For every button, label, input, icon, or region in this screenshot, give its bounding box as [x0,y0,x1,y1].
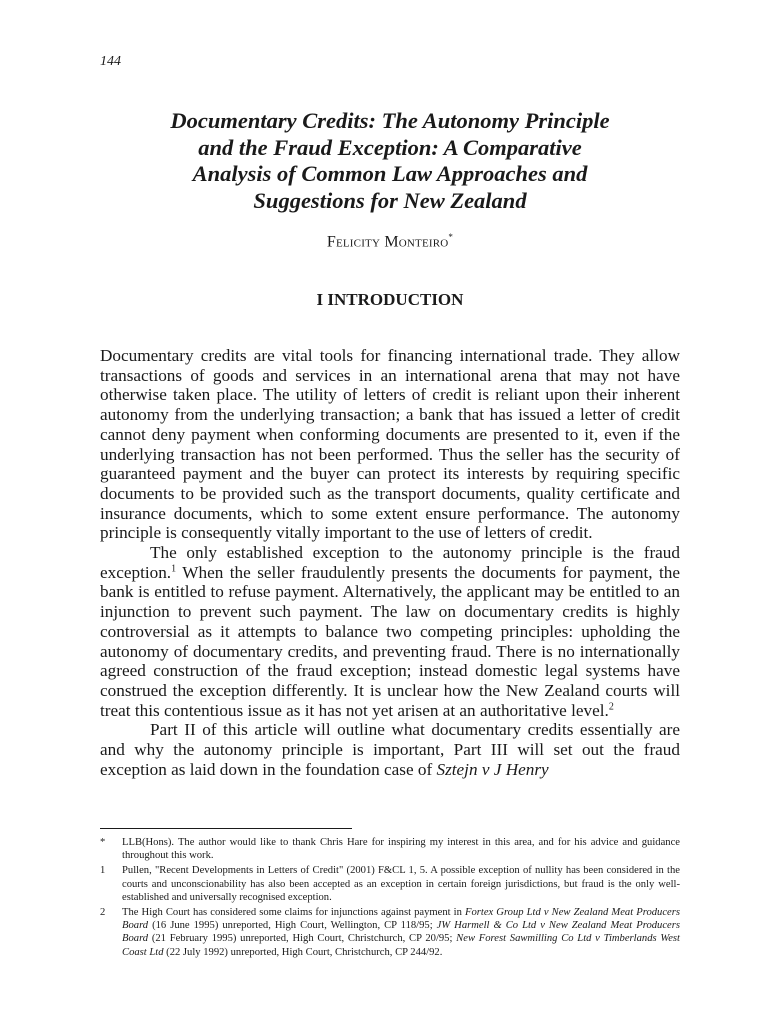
footnote-marker: 1 [100,865,106,877]
footnote-text: LLB(Hons). The author would like to thank Chris Hare for inspiring my interest in this area, and for his advice and guidance throughout this work. [122,837,680,862]
title-line: and the Fraud Exception: A Comparative [198,134,582,160]
title-line: Analysis of Common Law Approaches and [192,161,588,186]
footnote-text [122,906,680,959]
title-line: Documentary Credits: The Autonomy Principle [170,108,610,133]
case-name: Fortex Group Ltd v New Zealand Meat Producers Board [122,907,680,932]
case-name: JW Harmell & Co Ltd v New Zealand Meat Producers Board [122,920,680,945]
paragraph [100,720,680,779]
author-byline [100,232,680,251]
title-line: Suggestions for New Zealand [253,187,527,213]
page-number: 144 [100,54,121,69]
footnote-divider [100,828,352,829]
paragraph-text: When the seller fraudulently presents the documents for payment, the bank is entitled to refuse payment. Alternatively, the applicant may be entitled to an injunction to prevent such payment. The law on documentary credits is highly controversial as it attempts to balance two competing principles: upholding the autonomy of documentary credits, and preventing fraud. There is no internationally agreed construction of the fraud exception; instead domestic legal systems have construed the exception differently. It is unclear how the New Zealand courts will treat this contentious issue as it has not yet arisen at an authoritative level. [100,562,680,720]
footnote-text-run: The High Court has considered some claims for injunctions against payment in [122,907,465,919]
paragraph [100,543,680,720]
footnote [100,906,680,959]
footnotes [100,836,680,961]
case-name: New Forest Sawmilling Co Ltd v Timberlands West Coast Ltd [122,933,680,958]
article-title [100,108,680,214]
case-name: Sztejn v J Henry [436,759,549,779]
footnote-text-run: (22 July 1992) unreported, High Court, Christchurch, CP 244/92. [163,946,443,958]
footnote-ref: 1 [171,563,177,574]
section-heading: I INTRODUCTION [316,290,464,309]
footnote-marker: * [100,837,106,848]
footnote [100,836,680,862]
footnote [100,864,680,904]
author-name: Felicity Monteiro [326,233,449,251]
paragraph: Documentary credits are vital tools for financing international trade. They allow transactions of goods and services in an international arena that may not have otherwise taken place. The utility of letters of credit is reliant upon their inherent autonomy from the underlying transaction; a bank that has issued a letter of credit cannot deny payment when conforming documents are presented to it, even if the underlying transaction has not been performed. Thus the seller has the security of guaranteed payment and the buyer can protect its interests by requiring specific documents to be provided such as the transport documents, quality certificate and insurance documents, which to some extent ensure performance. The autonomy principle is consequently vitally important to the use of letters of credit. [100,346,680,543]
paragraph-text: The only established exception to the autonomy principle is the fraud exception. [100,543,680,582]
footnote-text-run: (16 June 1995) unreported, High Court, Wellington, CP 118/95; [148,920,437,932]
footnote-ref: 2 [608,700,614,712]
paragraph-text: Part II of this article will outline what documentary credits essentially are and why the autonomy principle is important, Part III will set out the fraud exception as laid down in the foundation case of [100,720,680,779]
footnote-marker: 2 [100,907,106,919]
article-body [100,346,680,779]
footnote-text-run: (21 February 1995) unreported, High Court, Christchurch, CP 20/95; [148,933,457,945]
footnote-text: Pullen, "Recent Developments in Letters of Credit" (2001) F&CL 1, 5. A possible exception of nullity has been considered in the courts and unconscionability has also been accepted as an exception in certain foreign jurisdictions, but fraud is the only well-established and universally recognised exception. [122,865,680,903]
author-footnote-mark: * [448,232,454,242]
